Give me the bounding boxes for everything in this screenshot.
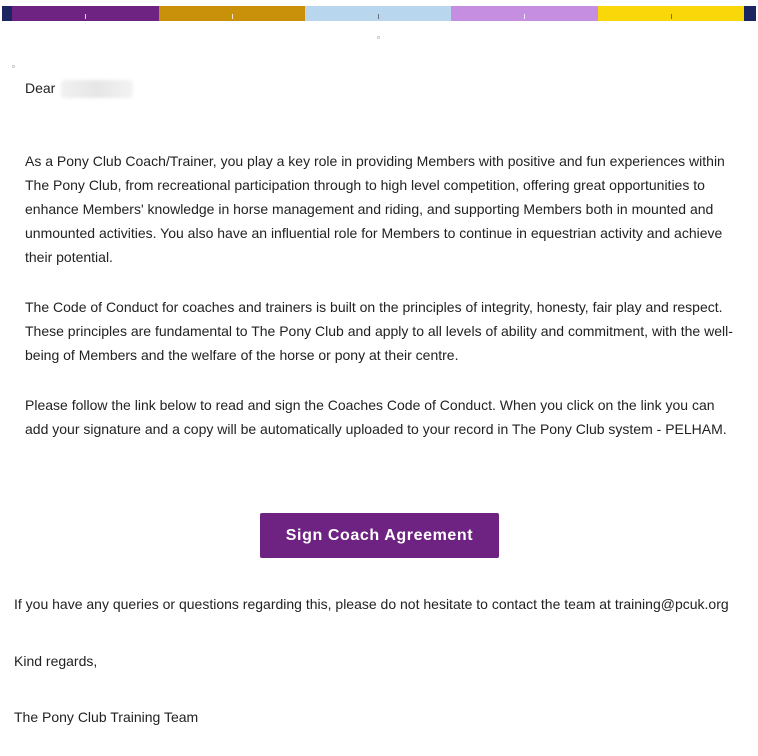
closing-line: Kind regards, (14, 653, 98, 669)
greeting-text: Dear (25, 80, 56, 96)
redacted-recipient-name (61, 80, 133, 98)
brand-colour-stripe (2, 6, 756, 21)
stripe-segment-gold (159, 6, 305, 21)
stripe-segment-lilac (451, 6, 598, 21)
stripe-segment-navy-right (744, 6, 756, 21)
stripe-segment-navy-left (2, 6, 12, 21)
signature-line: The Pony Club Training Team (14, 709, 199, 725)
greeting (25, 78, 133, 98)
broken-image-icon: ▫ (12, 62, 15, 71)
broken-image-icon: ▫ (377, 33, 380, 42)
sign-coach-agreement-button[interactable]: Sign Coach Agreement (260, 513, 499, 558)
intro-paragraph: As a Pony Club Coach/Trainer, you play a key role in providing Members with positive and fun experiences within The Pony Club, from recreational participation through to high level competition, offering great opportunities to enhance Members' knowledge in horse management and riding, and supporting Members both in mounted and unmounted activities. You also have an influential role for Members to continue in equestrian activity and achieve their potential. (25, 153, 725, 265)
stripe-segment-yellow (598, 6, 744, 21)
instructions-paragraph: Please follow the link below to read and sign the Coaches Code of Conduct. When you click on the link you can add your signature and a copy will be automatically uploaded to your record in The Pony Club system - PELHAM. (25, 397, 727, 437)
code-of-conduct-paragraph: The Code of Conduct for coaches and trainers is built on the principles of integrity, honesty, fair play and respect. These principles are fundamental to The Pony Club and apply to all levels of ability and commitment, with the well-being of Members and the welfare of the horse or pony at their centre. (25, 299, 733, 363)
contact-line: If you have any queries or questions regarding this, please do not hesitate to contact the team at training@pcuk.org (14, 596, 729, 612)
stripe-segment-light-blue (305, 6, 451, 21)
stripe-segment-purple (12, 6, 159, 21)
